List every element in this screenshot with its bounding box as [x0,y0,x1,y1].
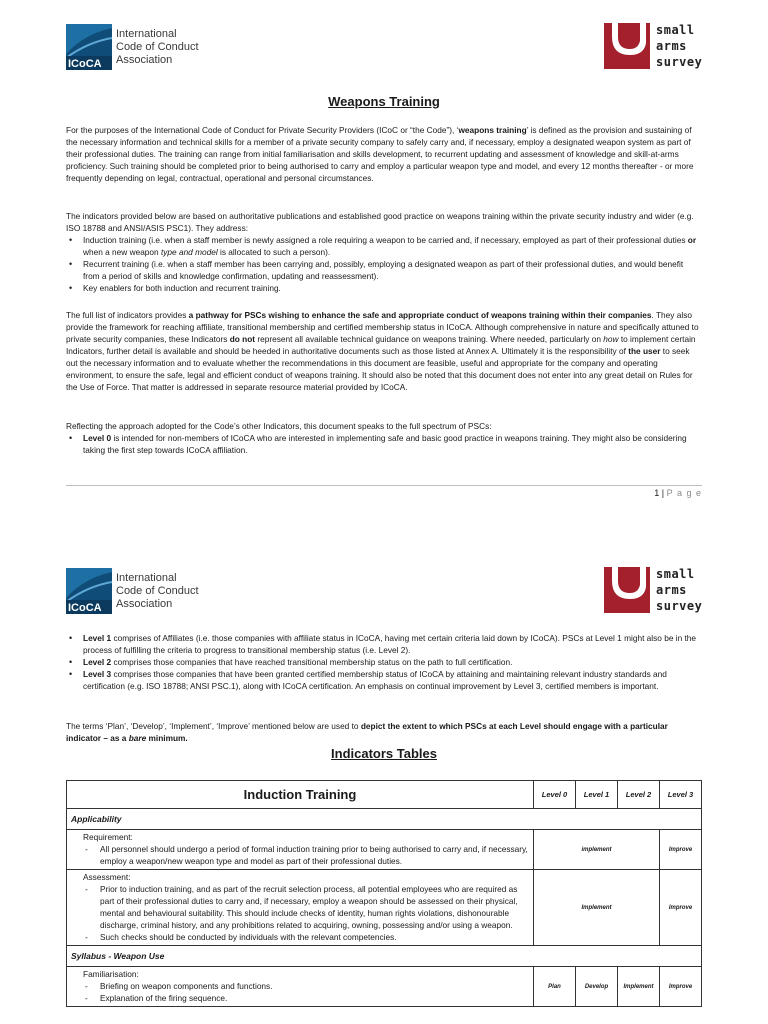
sas-line-2: arms [656,583,687,597]
levels-list-block [66,632,702,692]
intro-paragraph: For the purposes of the International Code of Conduct for Private Security Providers (ICoC or “the Code”), ‘weapons training’ is defined as the provision and sustaining of the necessary information and technical skills for a member of a private security company to safely carry and, if necessary, employ a designated weapon system as part of their professional duties. The training can range from initial familiarisation and skills development, to recurrent updating and assessment of knowledge and skill-at-arms proficiency. Such training should be completed prior to being authorised to carry and employ a particular weapon type and model, and every 12 months thereafter - or more frequently depending on legal, contractual, operational and personal circumstances. [66,125,694,183]
icoca-line-2: Code of Conduct [116,40,199,53]
familiarisation-cell: Familiarisation: - Briefing on weapon components and functions. - Explanation of the firing sequence. [67,967,534,1007]
level-3-header: Level 3 [660,781,702,809]
familiarisation-level-1: Develop [576,967,618,1007]
list-item: • Key enablers for both induction and recurrent training. [83,282,702,294]
assessment-cell: Assessment: - Prior to induction training, and as part of the recruit selection process, all potential employees who are required as part of their professional duties to carry and, if necessary, employ a weapon should be assessed on their physical, mental and behavioural suitability. This should include checks of identity, human rights violations, dishonourable discharge, criminal history, and any prohibitions related to acquiring, owning, possessing and/or using a weapon. - Such checks should be conducted by individuals with the relevant competencies. [67,870,534,946]
sas-mark-icon [604,567,650,613]
icoca-globe-icon [66,24,112,70]
section-syllabus-weapon-use: Syllabus - Weapon Use [67,946,702,967]
familiarisation-level-0: Plan [534,967,576,1007]
icoca-line-3: Association [116,53,173,66]
list-item: • Level 3 comprises those companies that have been granted certified membership status of ICoCA by attaining and maintaining relevant industry standards and certification (e.g. ISO 18788; ANSI PSC.1), along with ICoCA certification. An emphasis on continual improvement by Level 3, certified members is important. [83,668,702,692]
list-item: • Level 2 comprises those companies that have reached transitional membership status on the path to full certification. [83,656,702,668]
icoca-badge-text: ICoCA [68,58,102,70]
level-1-header: Level 1 [576,781,618,809]
footer-divider [66,485,702,486]
table-row [67,967,702,1007]
training-types-list [66,234,702,294]
sas-line-1: small [656,23,695,37]
table-row [67,870,702,946]
requirement-level-improve: Improve [660,830,702,870]
section-applicability: Applicability [67,809,702,830]
sas-line-3: survey [656,55,703,69]
reflecting-paragraph: Reflecting the approach adopted for the Code’s other Indicators, this document speaks to the full spectrum of PSCs: • Level 0 is intended for non-members of ICoCA who are interested in implementing safe and basic good practice in weapons training. They might also be considering taking the first step towards ICoCA affiliation. [66,420,702,456]
level-0-header: Level 0 [534,781,576,809]
icoca-badge-text: ICoCA [68,602,102,614]
page-number: 1 | P a g e [654,488,702,498]
icoca-globe-icon [66,568,112,614]
induction-training-table [66,780,702,1007]
requirement-level-implement: implement [534,830,660,870]
indicators-paragraph: The indicators provided below are based on authoritative publications and established good practice on weapons training within the private security industry and wider (e.g. ISO 18788 and ANSI/ASIS PSC1). They address: • Induction training (i.e. when a staff member is newly assigned a role requiring a weapon to be carried and, if necessary, employed as part of their professional duties or when a new weapon type and model is allocated to such a person). • Recurrent training (i.e. when a staff member has been carrying and, possibly, employing a designated weapon as part of their professional duties, and would benefit from a period of skills and knowledge confirmation, updating and reassessment). • Key enablers for both induction and recurrent training. [66,210,702,294]
familiarisation-level-3: Improve [660,967,702,1007]
requirement-cell: Requirement: - All personnel should undergo a period of formal induction training prior to being authorised to carry and, if necessary, employ a weapon/new weapon type and model as part of their professional duties. [67,830,534,870]
list-item: • Recurrent training (i.e. when a staff member has been carrying and, possibly, employing a designated weapon as part of their professional duties, and would benefit from a period of skills and knowledge confirmation, updating and reassessment). [83,258,702,282]
terms-paragraph: The terms ‘Plan’, ‘Develop’, ‘Implement’, ‘Improve’ mentioned below are used to depict the extent to which PSCs at each Level should engage with a particular indicator – as a bare minimum. [66,721,668,743]
icoca-logo [66,24,199,70]
icoca-logo-page2 [66,568,199,614]
icoca-line-1: International [116,571,177,584]
table-heading: Induction Training [67,781,534,809]
page-title: Weapons Training [328,94,440,109]
sas-line-2: arms [656,39,687,53]
level-2-header: Level 2 [618,781,660,809]
sas-line-3: survey [656,599,703,613]
icoca-line-1: International [116,27,177,40]
list-item: • Level 0 is intended for non-members of ICoCA who are interested in implementing safe and basic good practice in weapons training. They might also be considering taking the first step towards ICoCA affiliation. [83,432,702,456]
sas-line-1: small [656,567,695,581]
table-header-row [67,781,702,809]
icoca-line-2: Code of Conduct [116,584,199,597]
icoca-line-3: Association [116,597,173,610]
assessment-level-improve: Improve [660,870,702,946]
sas-logo [604,22,702,70]
familiarisation-level-2: Implement [618,967,660,1007]
table-row [67,830,702,870]
sas-mark-icon [604,23,650,69]
assessment-level-implement: Implement [534,870,660,946]
indicators-tables-title: Indicators Tables [331,746,437,761]
sas-logo-page2 [604,566,702,614]
list-item: • Induction training (i.e. when a staff member is newly assigned a role requiring a weapon to be carried and, if necessary, employed as part of their professional duties or when a new weapon type and model is allocated to such a person). [83,234,702,258]
list-item: • Level 1 comprises of Affiliates (i.e. those companies with affiliate status in ICoCA, having met certain criteria laid down by ICoCA). PSCs at Level 1 might also be in the process of fulfilling the criteria to progress to transitional membership status (i.e. Level 2). [83,632,702,656]
full-list-paragraph: The full list of indicators provides a pathway for PSCs wishing to enhance the safe and appropriate conduct of weapons training within their companies. They also provide the framework for reaching affiliate, transitional membership and certified membership status in ICoCA. Although comprehensive in nature and specifically attuned to private security companies, these Indicators do not represent all available technical guidance on weapons training. Where needed, particularly on how to implement certain Indicators, further detail is available and should be heeded in authoritative documents such as those listed at Annex A. Ultimately it is the responsibility of the user to seek out the necessary information and to evaluate whether the recommendations in this document are feasible, useful and appropriate for the company and operating environment, to ensure the safe, legal and efficient conduct of weapons training. It should also be noted that this document does not enter into any great detail on Rules for the Use of Force. That matter is addressed in separate resource material provided by ICoCA. [66,310,699,392]
